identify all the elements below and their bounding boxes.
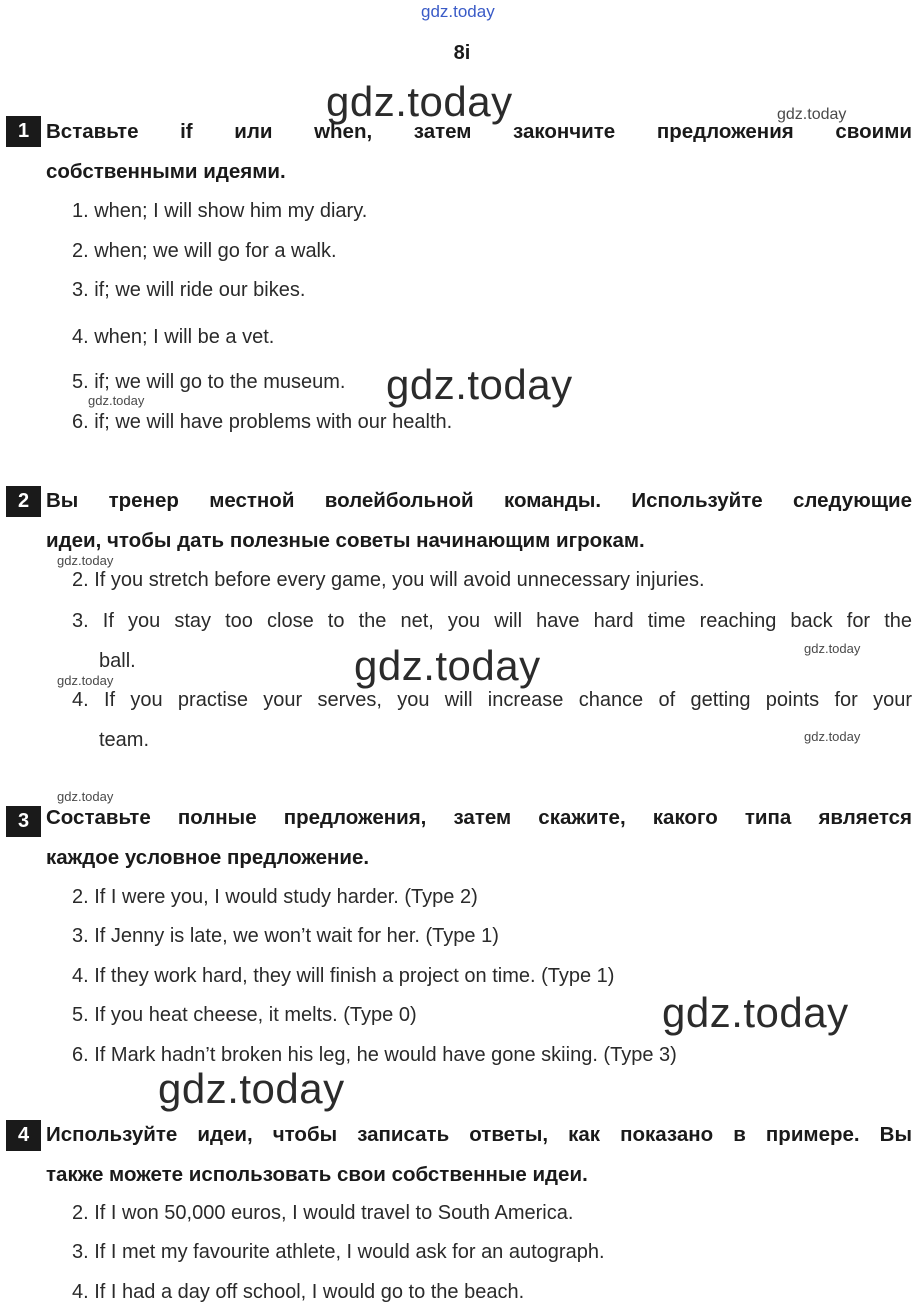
heading-line: также можете использовать свои собственные идеи.: [46, 1163, 588, 1186]
watermark-large: gdz.today: [158, 1065, 345, 1112]
watermark-large: gdz.today: [326, 78, 513, 125]
section-number: 4: [6, 1120, 41, 1151]
answer-line: 4. If you practise your serves, you will increase chance of getting points for your: [72, 689, 912, 711]
page-label: 8i: [453, 42, 471, 64]
answer-item: 2. If I won 50,000 euros, I would travel to South America.: [72, 1202, 574, 1224]
answer-item: 2. If I were you, I would study harder. (Type 2): [72, 886, 478, 908]
answer-item: 5. If you heat cheese, it melts. (Type 0): [72, 1004, 417, 1026]
heading-line: идеи, чтобы дать полезные советы начинающим игрокам.: [46, 529, 645, 552]
answer-item: 3. if; we will ride our bikes.: [72, 279, 306, 301]
section-number: 1: [6, 116, 41, 147]
watermark-large: gdz.today: [662, 989, 849, 1036]
answer-line: team.: [99, 729, 150, 751]
watermark-small: gdz.today: [804, 641, 861, 656]
heading-line: Составьте полные предложения, затем скажите, какого типа является: [46, 806, 912, 829]
answer-item: 4. If I had a day off school, I would go to the beach.: [72, 1281, 525, 1303]
answer-item: [72, 688, 912, 752]
answer-item: 4. when; I will be a vet.: [72, 326, 275, 348]
watermark-large: gdz.today: [354, 642, 541, 689]
answer-item: 3. If Jenny is late, we won’t wait for her. (Type 1): [72, 925, 499, 947]
answer-item: [72, 609, 912, 673]
section-number: 3: [6, 806, 41, 837]
answer-line: ball.: [99, 650, 136, 672]
section-heading: [46, 481, 912, 561]
answer-item: 4. If they work hard, they will finish a project on time. (Type 1): [72, 965, 615, 987]
watermark-small: gdz.today: [777, 106, 847, 123]
heading-line: собственными идеями.: [46, 160, 286, 183]
answer-item: 2. when; we will go for a walk.: [72, 240, 337, 262]
watermark-small: gdz.today: [57, 789, 114, 804]
watermark-small: gdz.today: [88, 393, 145, 408]
answer-item: 6. if; we will have problems with our health.: [72, 411, 453, 433]
answer-item: 6. If Mark hadn’t broken his leg, he would have gone skiing. (Type 3): [72, 1044, 677, 1066]
heading-line: Вставьте if или when, затем закончите предложения своими: [46, 120, 912, 143]
watermark-small: gdz.today: [804, 729, 861, 744]
watermark-small: gdz.today: [57, 673, 114, 688]
section-heading: [46, 1115, 912, 1195]
answer-item: 1. when; I will show him my diary.: [72, 200, 368, 222]
answer-item: 2. If you stretch before every game, you will avoid unnecessary injuries.: [72, 569, 705, 591]
watermark-large: gdz.today: [386, 361, 573, 408]
heading-line: каждое условное предложение.: [46, 846, 370, 869]
heading-line: Вы тренер местной волейбольной команды. Используйте следующие: [46, 489, 912, 512]
watermark-small: gdz.today: [57, 553, 114, 568]
answer-item: 5. if; we will go to the museum.: [72, 371, 346, 393]
top-watermark: gdz.today: [421, 2, 495, 21]
answer-item: 3. If I met my favourite athlete, I would ask for an autograph.: [72, 1241, 605, 1263]
section-number: 2: [6, 486, 41, 517]
heading-line: Используйте идеи, чтобы записать ответы, как показано в примере. Вы: [46, 1123, 912, 1146]
answer-line: 3. If you stay too close to the net, you will have hard time reaching back for the: [72, 610, 912, 632]
section-heading: [46, 798, 912, 878]
section-heading: [46, 112, 912, 192]
